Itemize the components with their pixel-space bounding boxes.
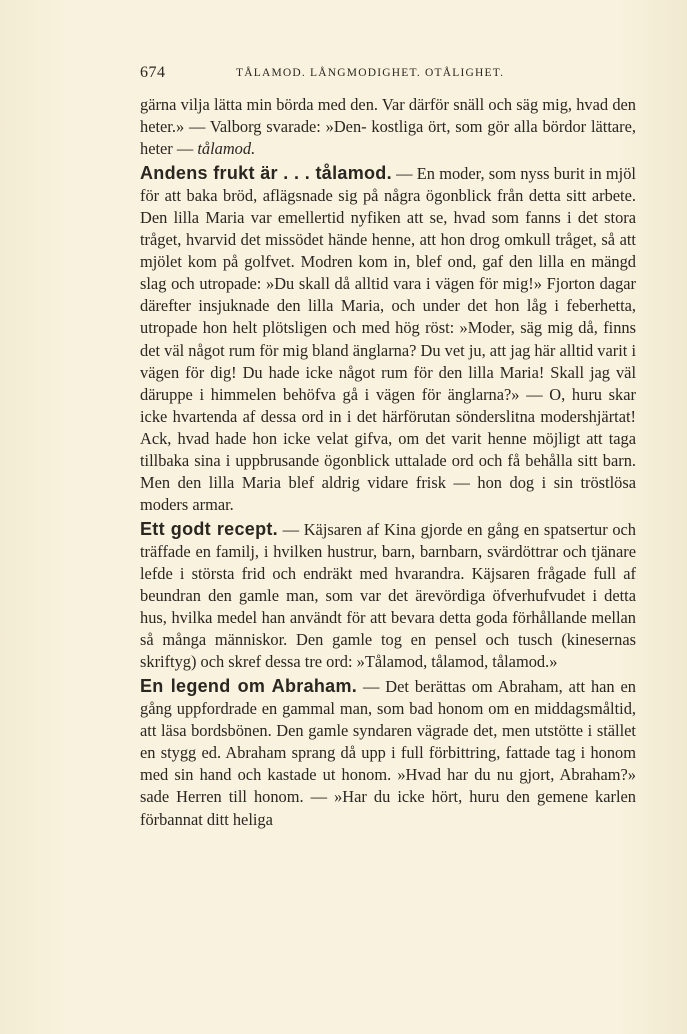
section-heading: Ett godt recept. — [140, 518, 278, 539]
section-ett-godt-recept — [140, 518, 636, 673]
paragraph-text: — Käjsaren af Kina gjorde en gång en spatsertur och träffade en familj, i hvilken hustrur, barn, barnbarn, svärdöttrar och tjänare lefde i största frid och endräkt med hvarandra. Käjsaren frågade full af beundran den gamle man, som var det ärevördiga öfverhufvudet i detta hus, hvilka medel han användt för att bevara detta goda förhållande mellan så många människor. Den gamle tog en pensel och tusch (kinesernas skriftyg) och skref dessa tre ord: »Tålamod, tålamod, tålamod.» — [140, 519, 636, 672]
section-heading: En legend om Abraham. — [140, 676, 358, 697]
section-heading: Andens frukt är . . . tålamod. — [140, 163, 392, 184]
paragraph-text: gärna vilja lätta min börda med den. Var därför snäll och säg mig, hvad den heter.» — Valborg svarade: »Den- kostliga ört, som gör alla bördor lättare, heter — — [140, 95, 636, 159]
page-body — [140, 94, 636, 831]
paragraph-text: — En moder, som nyss burit in mjöl för att baka bröd, aflägsnade sig på några ögonblick från detta sitt arbete. Den lilla Maria var emellertid nyfiken att se, hvad som fanns i det stora tråget, hvarvid det missödet hände henne, att hon drog omkull tråget, så att mjölet kom på golfvet. Modren kom in, blef ond, gaf den lilla en mängd slag och utropade: »Du skall då alltid vara i vägen för mig!» Fjorton dagar därefter insjuknade den lilla Maria, och under det hon låg i feberhetta, utropade hon helt plötsligen och med hög röst: »Moder, säg mig då, finns det väl något rum för mig bland änglarna? Du vet ju, att jag här alltid varit i vägen för dig! Du hade icke något rum för den lilla Maria! Skall jag väl däruppe i himmelen behöfva gå i vägen för änglarna?» — O, huru skar icke hvartenda af dessa ord in i det härförutan sönderslitna modershjärtat! Ack, hvad hade hon icke velat gifva, om det varit henne möjligt att taga tillbaka sina i uppbrusande ögonblick uttalade ord och få behålla sitt barn. Men den lilla Maria blef aldrig vidare frisk — hon dog i sin tröstlösa moders armar. — [140, 164, 636, 514]
running-title: TÅLAMOD. LÅNGMODIGHET. OTÅLIGHET. — [236, 67, 505, 79]
paragraph-text: — Det berättas om Abraham, att han en gång uppfordrade en gammal man, som bad honom om en middagsmåltid, att läsa bordsbönen. Den gamle syndaren vägrade det, men utstötte i stället en stygg ed. Abraham sprang då upp i full förbittring, fattade tag i honom med sin hand och kastade ut honom. »Hvad har du nu gjort, Abraham?» sade Herren till honom. — »Har du icke hört, huru den gemene karlen förbannat ditt heliga — [140, 677, 636, 829]
paragraph-continuation — [140, 94, 636, 160]
section-legend-abraham — [140, 675, 636, 830]
section-andens-frukt — [140, 162, 636, 516]
page-number: 674 — [140, 64, 166, 81]
italic-word: tålamod. — [197, 139, 256, 159]
page-header — [140, 64, 636, 86]
